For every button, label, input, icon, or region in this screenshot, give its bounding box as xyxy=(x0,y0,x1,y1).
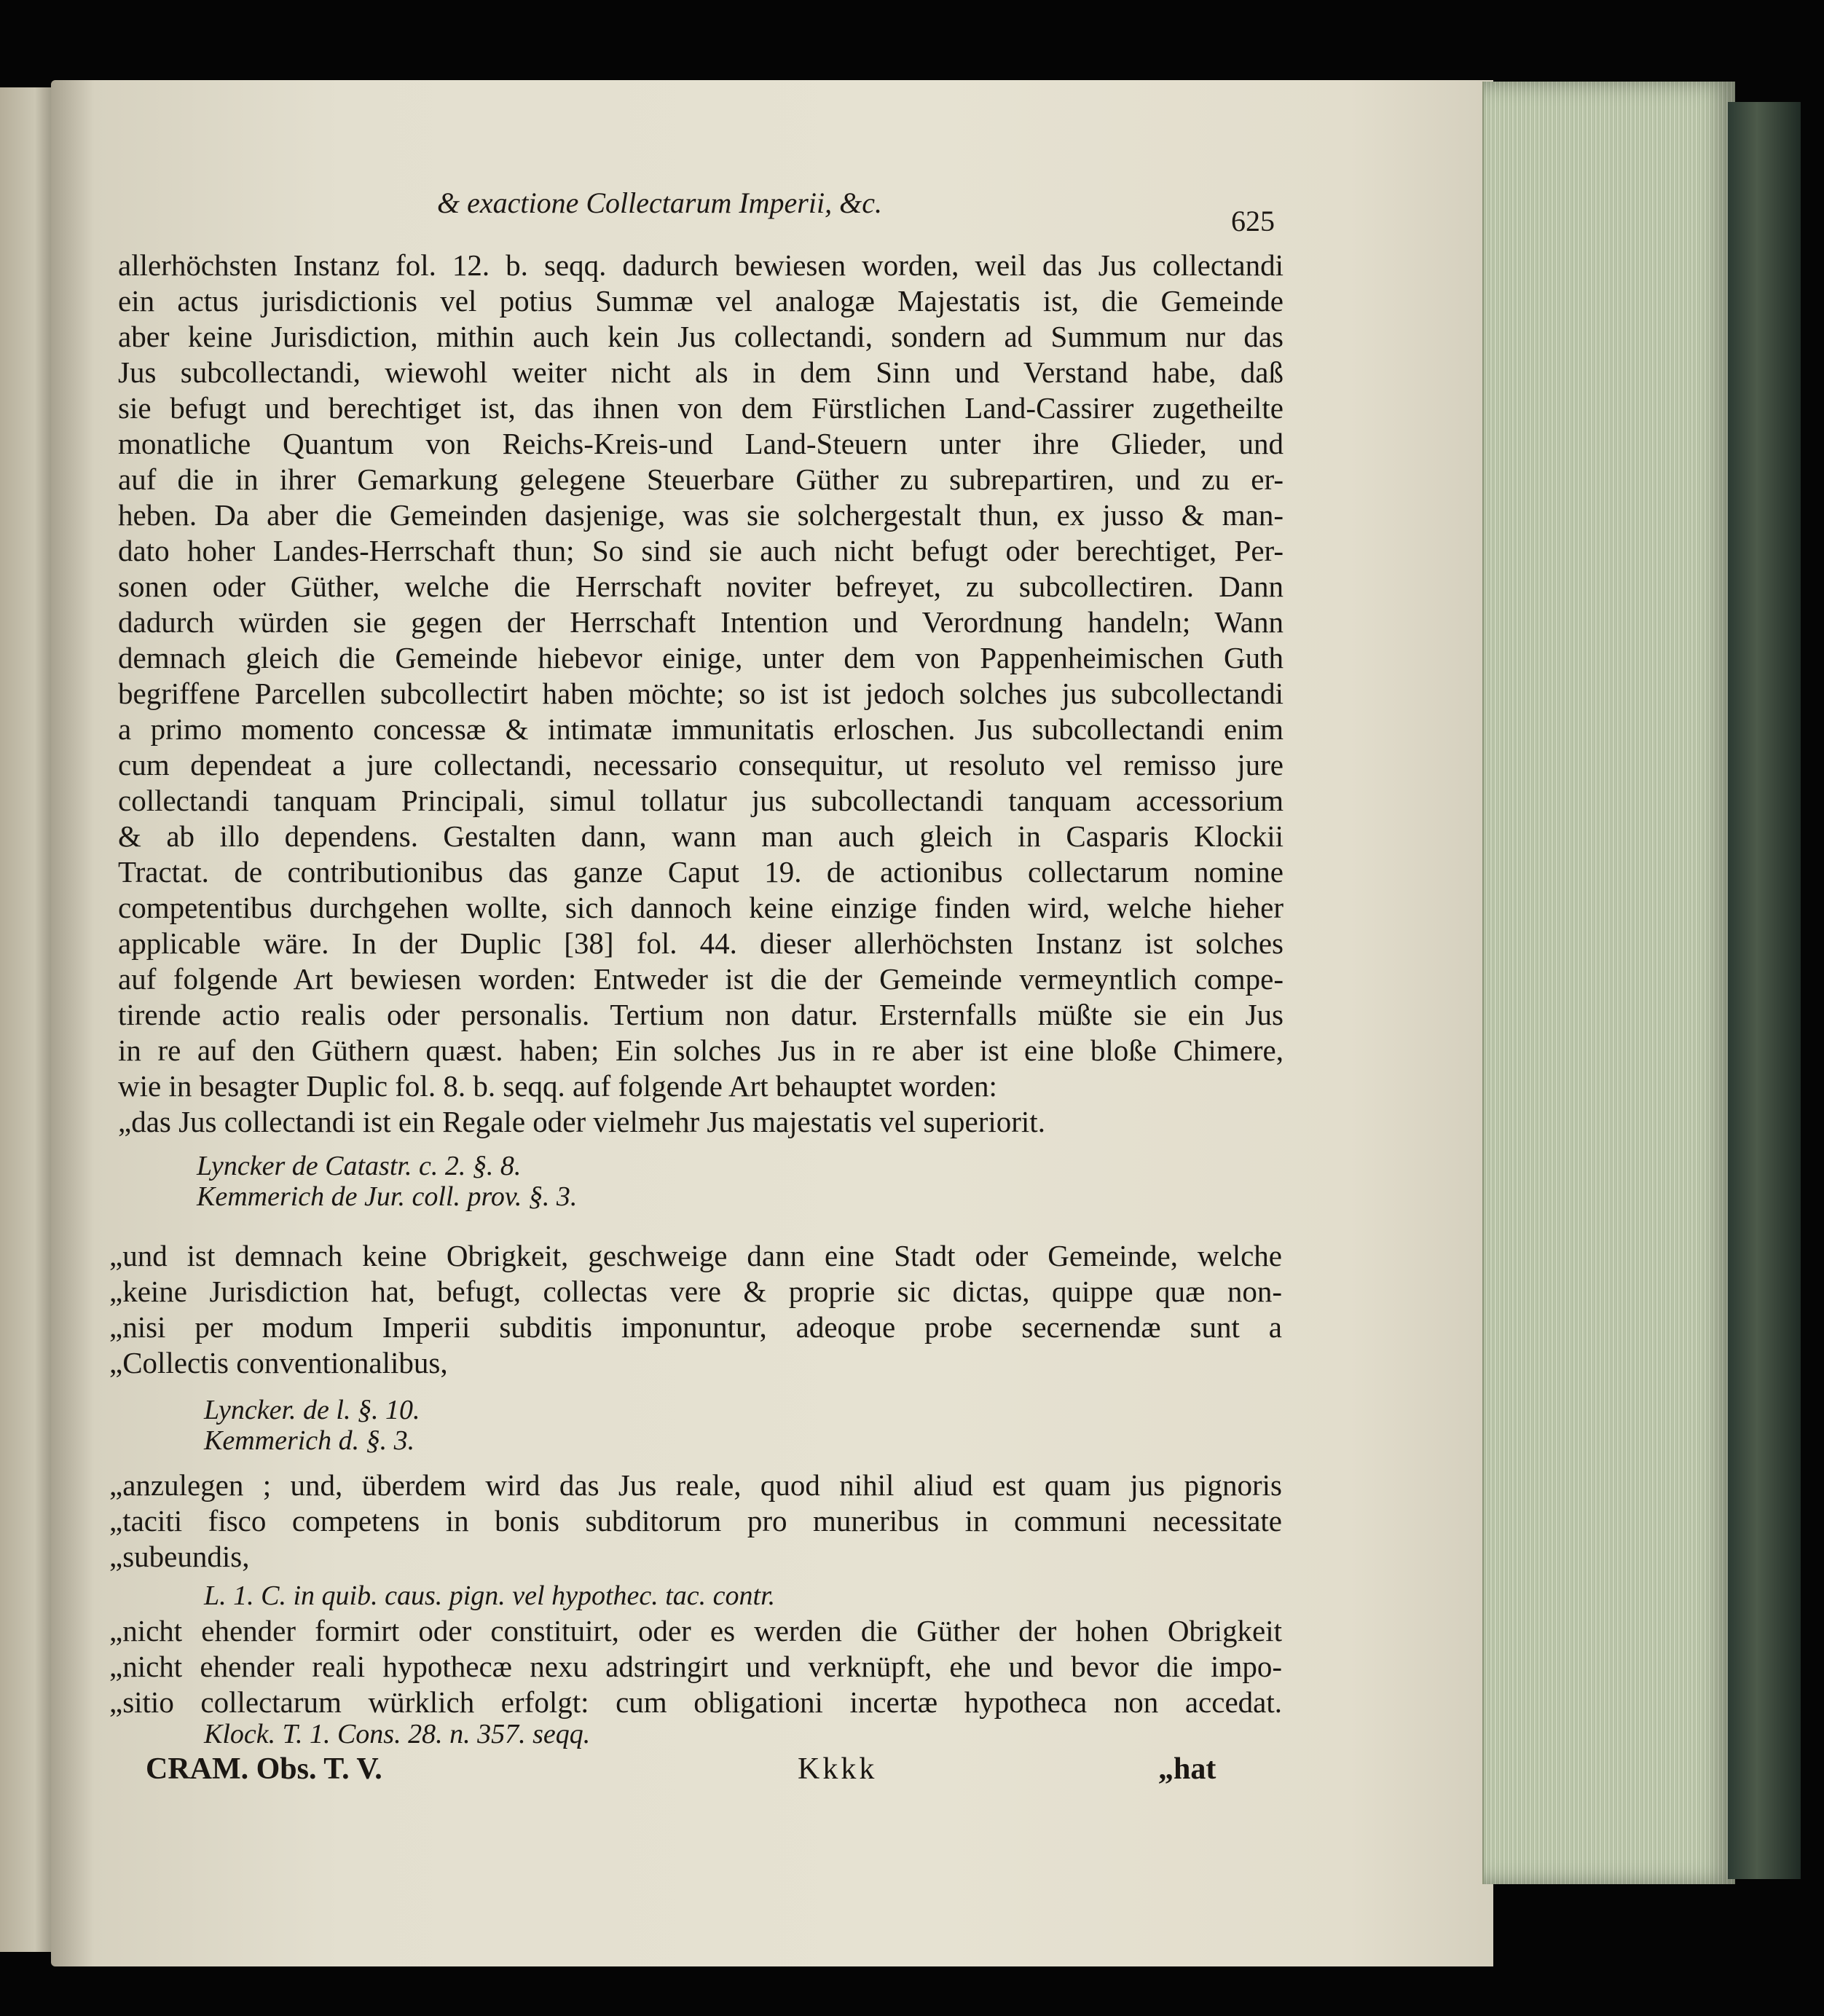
text-line: wie in besagter Duplic fol. 8. b. seqq. auf folgende Art behauptet worden: xyxy=(118,1069,997,1103)
text-line: ein actus jurisdictionis vel potius Summæ vel analogæ Majestatis ist, die Gemeinde xyxy=(118,284,1284,318)
text-line: applicable wäre. In der Duplic [38] fol. 44. dieser allerhöchsten Instanz ist solches xyxy=(118,926,1284,960)
text-line: in re auf den Güthern quæst. haben; Ein solches Jus in re aber ist eine bloße Chimere, xyxy=(118,1033,1284,1067)
quote-line: „das Jus collectandi ist ein Regale oder vielmehr Jus majestatis vel superiorit. xyxy=(118,1105,1045,1138)
footer-source: CRAM. Obs. T. V. xyxy=(146,1752,382,1786)
facing-page-edge xyxy=(0,87,58,1952)
citation: Lyncker de Catastr. c. 2. §. 8. xyxy=(197,1151,522,1181)
citation-group xyxy=(109,1719,1282,1749)
citation: Lyncker. de l. §. 10. xyxy=(204,1395,420,1425)
book-cover-edge xyxy=(1728,102,1801,1879)
page-number: 625 xyxy=(1231,205,1275,237)
citation-group xyxy=(109,1395,1282,1456)
text-line: auf die in ihrer Gemarkung gelegene Steuerbare Güther zu subrepartiren, und zu er- xyxy=(118,462,1284,496)
book-fore-edge xyxy=(1482,82,1735,1884)
text-line: a primo momento concessæ & intimatæ immunitatis erloschen. Jus subcollectandi enim xyxy=(118,712,1284,746)
quote-line: „taciti fisco competens in bonis subditorum pro muneribus in communi necessitate xyxy=(109,1504,1282,1537)
quote-line: „anzulegen ; und, überdem wird das Jus reale, quod nihil aliud est quam jus pignoris xyxy=(109,1468,1282,1502)
main-paragraph xyxy=(118,248,1284,1140)
quote-line: „nisi per modum Imperii subditis imponuntur, adeoque probe secernendæ sunt a xyxy=(109,1310,1282,1344)
citation: Kemmerich d. §. 3. xyxy=(204,1425,415,1456)
citation-group xyxy=(109,1580,1282,1611)
citation: Kemmerich de Jur. coll. prov. §. 3. xyxy=(197,1181,578,1212)
text-line: & ab illo dependens. Gestalten dann, wann man auch gleich in Casparis Klockii xyxy=(118,819,1284,853)
text-line: allerhöchsten Instanz fol. 12. b. seqq. dadurch bewiesen worden, weil das Jus collectandi xyxy=(118,248,1284,282)
text-line: dato hoher Landes-Herrschaft thun; So sind sie auch nicht befugt oder berechtiget, Per- xyxy=(118,534,1284,567)
text-line: sonen oder Güther, welche die Herrschaft noviter befreyet, zu subcollectiren. Dann xyxy=(118,570,1284,603)
citation-group xyxy=(109,1151,1282,1212)
citation: L. 1. C. in quib. caus. pign. vel hypothec. tac. contr. xyxy=(204,1580,776,1611)
running-head: & exactione Collectarum Imperii, &c. xyxy=(437,186,882,219)
text-line: begriffene Parcellen subcollectirt haben möchte; so ist ist jedoch solches jus subcollectandi xyxy=(118,677,1284,710)
text-line: collectandi tanquam Principali, simul tollatur jus subcollectandi tanquam accessorium xyxy=(118,784,1284,817)
text-line: Jus subcollectandi, wiewohl weiter nicht als in dem Sinn und Verstand habe, daß xyxy=(118,355,1284,389)
text-line: tirende actio realis oder personalis. Tertium non datur. Ersternfalls müßte sie ein Jus xyxy=(118,998,1284,1031)
text-line: demnach gleich die Gemeinde hiebevor einige, unter dem von Pappenheimischen Guth xyxy=(118,641,1284,674)
quote-line: „und ist demnach keine Obrigkeit, geschweige dann eine Stadt oder Gemeinde, welche xyxy=(109,1239,1282,1272)
text-line: monatliche Quantum von Reichs-Kreis-und Land-Steuern unter ihre Glieder, und xyxy=(118,427,1284,460)
text-line: heben. Da aber die Gemeinden dasjenige, was sie solchergestalt thun, ex jusso & man- xyxy=(118,498,1284,532)
quote-block xyxy=(109,1238,1282,1381)
signature-mark: Kkkk xyxy=(798,1752,878,1786)
quote-block xyxy=(109,1613,1282,1720)
text-line: sie befugt und berechtiget ist, das ihnen von dem Fürstlichen Land-Cassirer zugetheilte xyxy=(118,391,1284,425)
text-line: dadurch würden sie gegen der Herrschaft Intention und Verordnung handeln; Wann xyxy=(118,605,1284,639)
quote-line: „sitio collectarum würklich erfolgt: cum obligationi incertæ hypotheca non accedat. xyxy=(109,1685,1282,1719)
catchword: „hat xyxy=(1158,1752,1216,1786)
text-line: competentibus durchgehen wollte, sich dannoch keine einzige finden wird, welche hieher xyxy=(118,891,1284,924)
text-line: auf folgende Art bewiesen worden: Entweder ist die der Gemeinde vermeyntlich compe- xyxy=(118,962,1284,996)
quote-line: „nicht ehender formirt oder constituirt, oder es werden die Güther der hohen Obrigkeit xyxy=(109,1614,1282,1647)
quote-line: „Collectis conventionalibus, xyxy=(109,1346,448,1379)
text-line: Tractat. de contributionibus das ganze Caput 19. de actionibus collectarum nomine xyxy=(118,855,1284,889)
text-line: aber keine Jurisdiction, mithin auch kein Jus collectandi, sondern ad Summum nur das xyxy=(118,320,1284,353)
quote-block xyxy=(109,1468,1282,1575)
citation: Klock. T. 1. Cons. 28. n. 357. seqq. xyxy=(204,1719,591,1749)
quote-line: „keine Jurisdiction hat, befugt, collectas vere & proprie sic dictas, quippe quæ non- xyxy=(109,1275,1282,1308)
quote-line: „subeundis, xyxy=(109,1540,250,1573)
quote-line: „nicht ehender reali hypothecæ nexu adstringirt und verknüpft, ehe und bevor die impo- xyxy=(109,1650,1282,1683)
text-line: cum dependeat a jure collectandi, necessario consequitur, ut resoluto vel remisso jure xyxy=(118,748,1284,781)
